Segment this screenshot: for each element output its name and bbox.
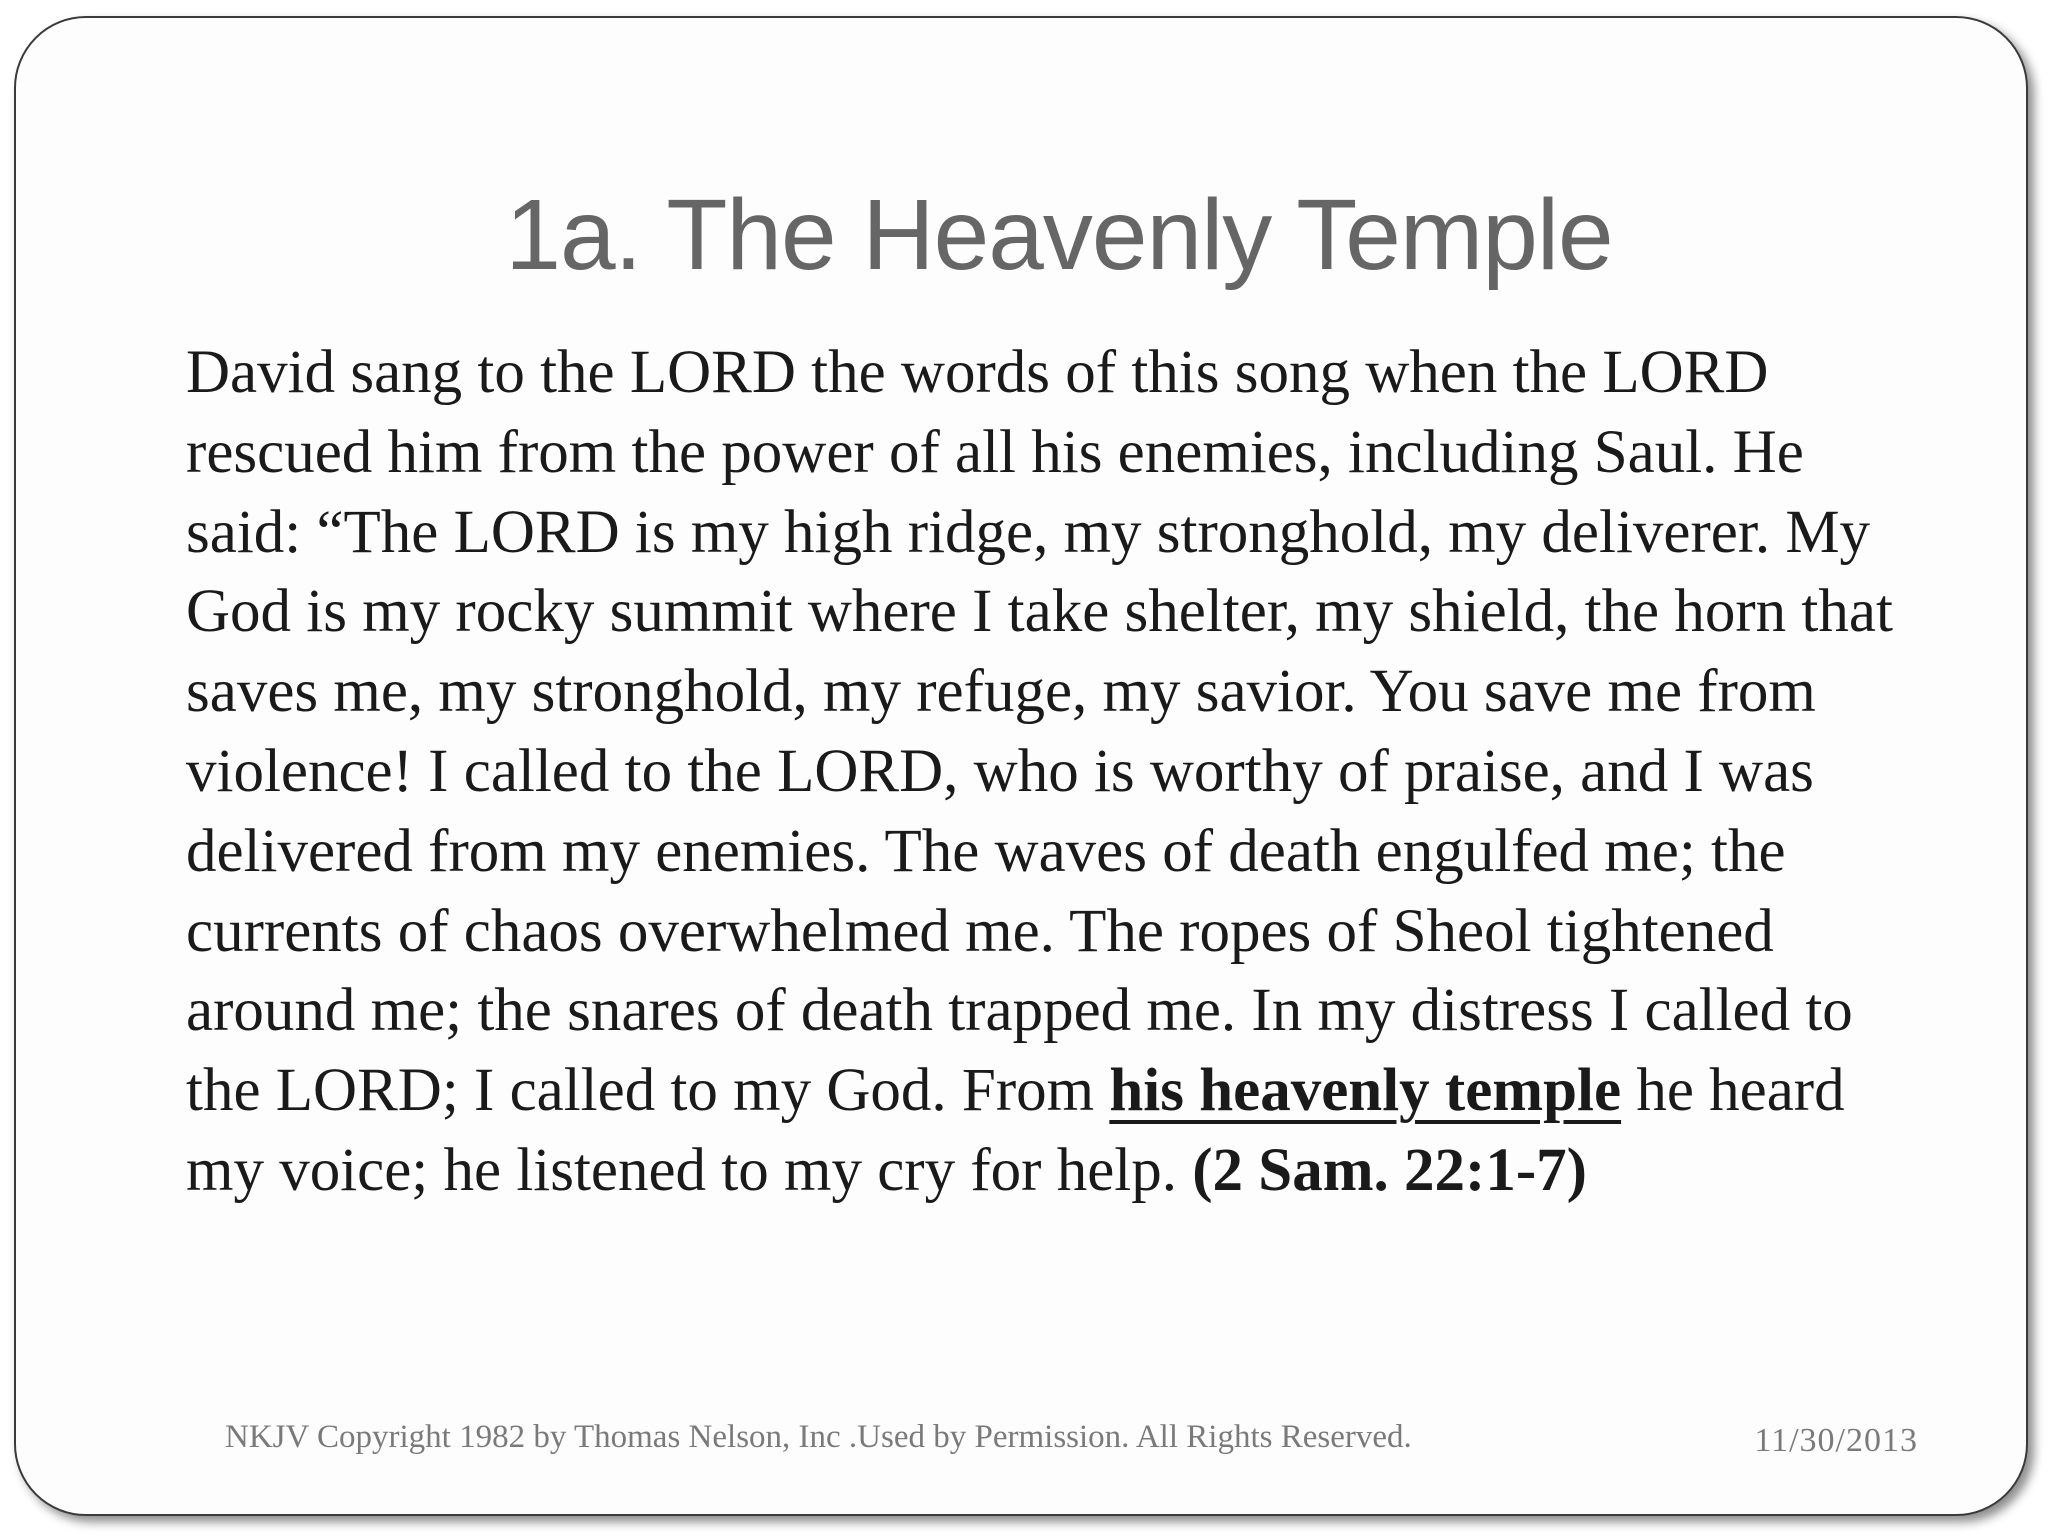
- slide-title: 1a. The Heavenly Temple: [505, 179, 1613, 291]
- footer-copyright: NKJV Copyright 1982 by Thomas Nelson, Inc .Used by Permission. All Rights Reserved.: [225, 1419, 1412, 1455]
- scripture-passage: [186, 333, 1926, 1211]
- passage-citation: (2 Sam. 22:1-7): [1192, 1136, 1587, 1204]
- passage-text-after: he heard my voice; he listened to my cry for help.: [186, 1057, 1845, 1204]
- footer-date: 11/30/2013: [1754, 1422, 1918, 1459]
- passage-text-before: David sang to the LORD the words of this song when the LORD rescued him from the power of all his enemies, including Saul. He said: “The LORD is my high ridge, my stronghold, my deliverer. My God is my rocky summit where I take shelter, my shield, the horn that saves me, my stronghold, my refuge, my savior. You save me from violence! I called to the LORD, who is worthy of praise, and I was delivered from my enemies. The waves of death engulfed me; the currents of chaos overwhelmed me. The ropes of Sheol tightened around me; the snares of death trapped me. In my distress I called to the LORD; I called to my God. From: [186, 339, 1893, 1125]
- passage-emphasis: his heavenly temple: [1109, 1057, 1622, 1125]
